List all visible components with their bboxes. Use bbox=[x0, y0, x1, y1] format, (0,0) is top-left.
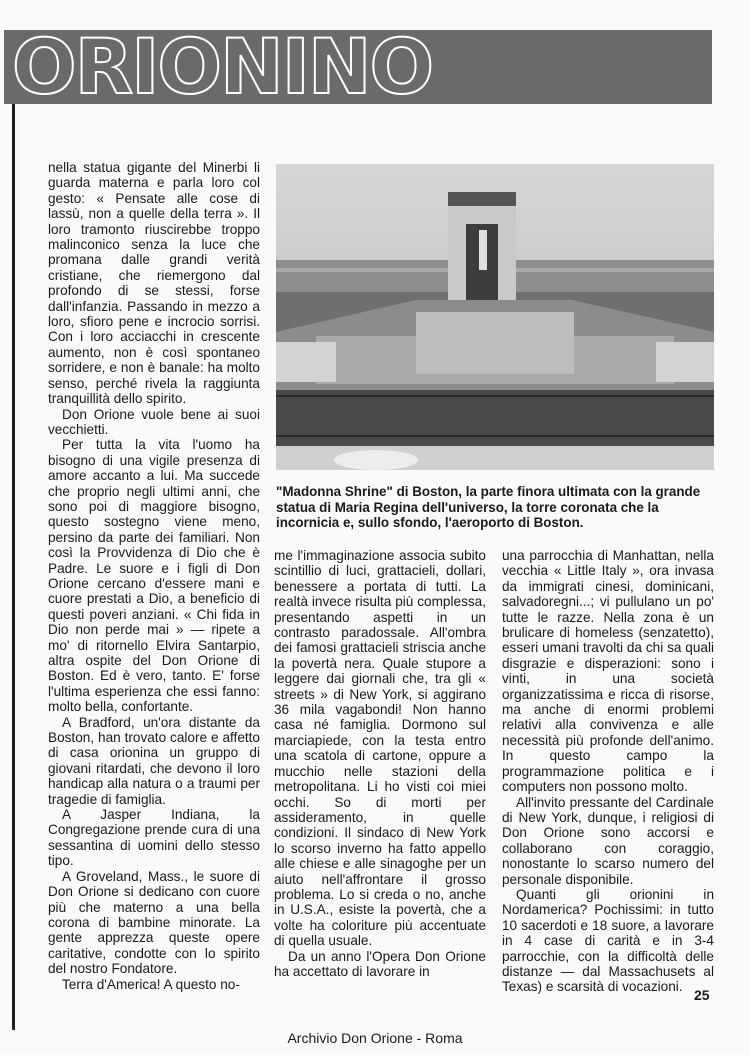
paragraph: Quanti gli orionini in Nordamerica? Pochissimi: in tutto 10 sacerdoti e 18 suore, a lavorare in 4 case di carità e in 3-4 parrocchie, con la difficoltà delle distanze — dal Massachusets al Texas) e scarsità di vocazioni. bbox=[502, 886, 714, 995]
article-column-2 bbox=[274, 548, 486, 979]
monument-photo bbox=[276, 164, 714, 470]
page-number: 25 bbox=[694, 987, 710, 1003]
paragraph: una parrocchia di Manhattan, nella vecchia « Little Italy », ora invasa da immigrati cinesi, dominicani, salvadoregni...; vi pullulano un po' tutte le razze. Nella zona è un brulicare di homeless (senzatetto), esseri umani travolti da chi sa quali disgrazie e disperazioni: sono i vinti, in una società organizzatissima e ricca di risorse, ma anche di enormi problemi relativi alla convivenza e alle necessità più profonde dell'animo. In questo campo la programmazione politica e i computers non possono molto. bbox=[502, 548, 714, 795]
paragraph: nella statua gigante del Minerbi li guarda materna e parla loro col gesto: « Pensate alle cose di lassù, non a quelle della terra ». Il loro tramonto riuscirebbe troppo malinconico senza la luce che promana dalle grandi verità cristiane, che riemergono dal profondo di se stessi, forse dall'infanzia. Passando in mezzo a loro, sfioro pene e incrocio sorrisi. Con i loro acciacchi in crescente aumento, non è così spontaneo sorridere, e non è banale: ha molto senso, perché rivela la raggiunta tranquillità dello spirito. bbox=[48, 160, 260, 407]
header-banner bbox=[4, 30, 712, 104]
paragraph: Terra d'America! A questo no- bbox=[62, 976, 240, 992]
left-margin-rule bbox=[12, 30, 15, 1030]
paragraph: Don Orione vuole bene ai suoi vecchietti. bbox=[48, 406, 260, 437]
paragraph: All'invito pressante del Cardinale di New York, dunque, i religiosi di Don Orione sono accorsi e collaborano con coraggio, nonostante lo scarso numero del personale disponibile. bbox=[502, 794, 714, 887]
archive-footer: Archivio Don Orione - Roma bbox=[287, 1030, 463, 1046]
paragraph: me l'immaginazione associa subito scintillio di luci, grattacieli, dollari, benessere a portata di tutti. La realtà invece risulta più complessa, presentando aspetti in un contrasto paradossale. All'ombra dei famosi grattacieli striscia anche la povertà nera. Quale stupore a leggere dai giornali che, tra gli « streets » di New York, si aggirano 36 mila vagabondi! Non hanno casa né famiglia. Dormono sul marciapiede, con la testa entro una scatola di cartone, oppure a mucchio nelle stazioni della metropolitana. Li ho visti coi miei occhi. So di morti per assideramento, in quelle condizioni. Il sindaco di New York lo scorso inverno ha fatto appello alle chiese e alle sinagoghe per un aiuto nell'affrontare il grosso problema. Lo si creda o no, anche in U.S.A., esiste la povertà, che a volte ha coloriture più accentuate di quella usuale. bbox=[274, 548, 486, 949]
photo-illustration bbox=[276, 164, 714, 470]
paragraph: Per tutta la vita l'uomo ha bisogno di una vigile presenza di amore accanto a lui. Ma succede che proprio negli ultimi anni, che sono poi di maggiore bisogno, questo sostegno viene meno, persino da parte dei familiari. Non così la Provvidenza di Dio che è Padre. Le suore e i figli di Don Orione cercano d'essere mani e cuore prestati a Dio, a beneficio di questi poveri anziani. « Chi fida in Dio non perde mai » — ripete a mo' di ritornello Elvira Santarpio, altra ospite del Don Orione di Boston. Ed è vero, tanto. E' forse l'ultima esperienza che essi fanno: molto bella, confortante. bbox=[48, 437, 260, 715]
article-column-1 bbox=[48, 160, 260, 992]
magazine-title: ORIONINO bbox=[12, 30, 433, 104]
paragraph: A Bradford, un'ora distante da Boston, han trovato calore e affetto di casa orionina un gruppo di giovani ritardati, che devono il loro handicap alla natura o a traumi per tragedie di famiglia. bbox=[48, 714, 260, 807]
photo-caption: "Madonna Shrine" di Boston, la parte finora ultimata con la grande statua di Maria Regina dell'universo, la torre coronata che la incornicia e, sullo sfondo, l'aeroporto di Boston. bbox=[276, 484, 701, 531]
article-column-3 bbox=[502, 548, 714, 995]
paragraph: A Jasper Indiana, la Congregazione prende cura di una sessantina di uomini dello stesso tipo. bbox=[48, 807, 260, 869]
paragraph: A Groveland, Mass., le suore di Don Orione si dedicano con cuore più che materno a una bella corona di bambine minorate. La gente apprezza queste opere caritative, condotte con lo spirito del nostro Fondatore. bbox=[48, 868, 260, 977]
paragraph: Da un anno l'Opera Don Orione ha accettato di lavorare in bbox=[274, 948, 486, 979]
